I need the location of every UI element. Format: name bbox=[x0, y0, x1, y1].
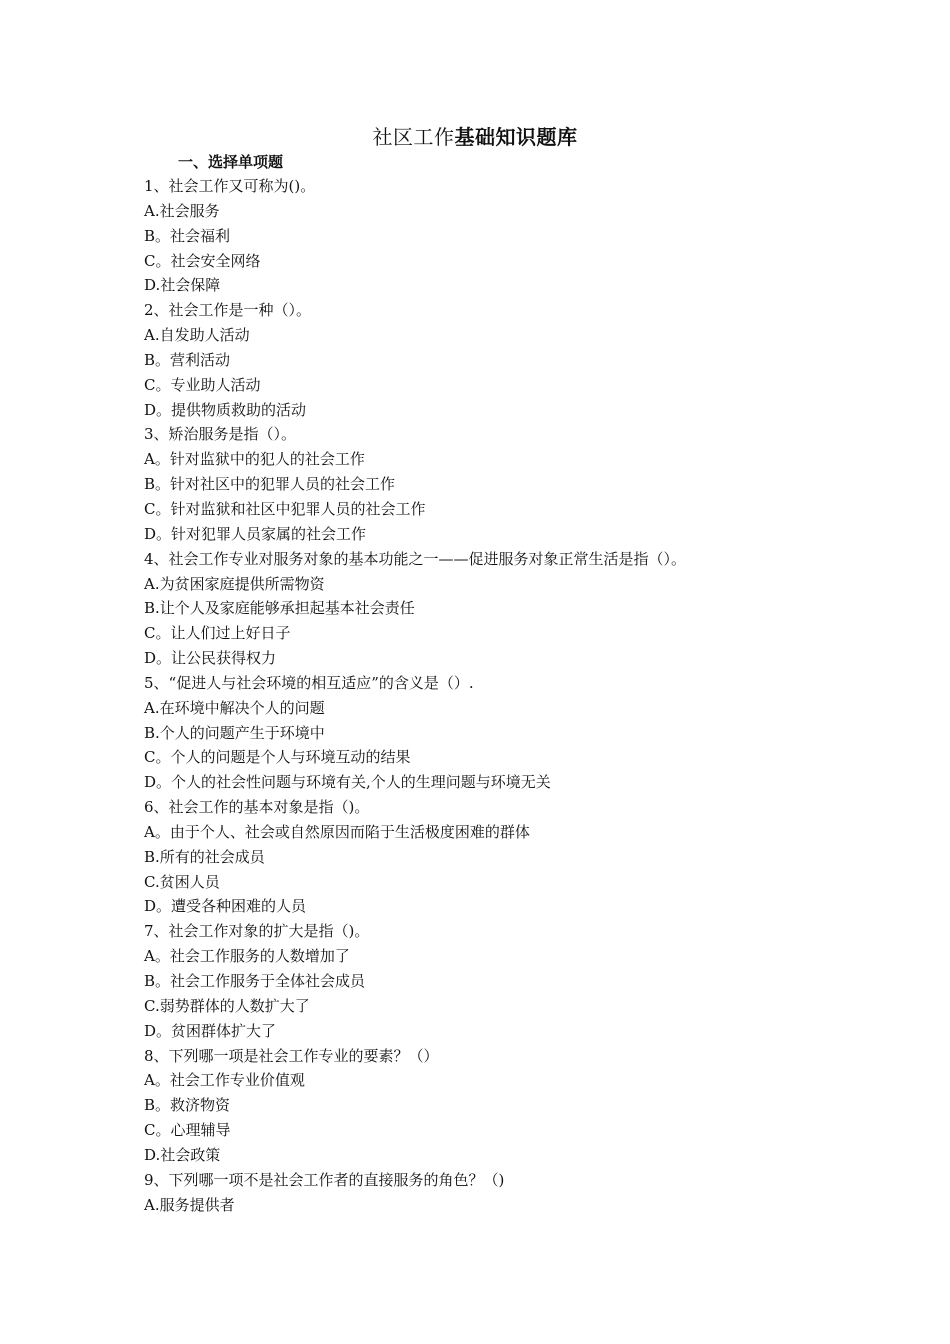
question-line: D。让公民获得权力 bbox=[144, 649, 277, 668]
question-line: 2、社会工作是一种（）。 bbox=[144, 301, 312, 320]
question-line: A。由于个人、社会或自然原因而陷于生活极度困难的群体 bbox=[144, 822, 530, 841]
question-line: B.个人的问题产生于环境中 bbox=[144, 723, 325, 742]
question-line: D。个人的社会性问题与环境有关,个人的生理问题与环境无关 bbox=[144, 773, 551, 792]
question-line: A.在环境中解决个人的问题 bbox=[144, 698, 325, 717]
question-line: C。社会安全网络 bbox=[144, 251, 261, 270]
question-line: A.社会服务 bbox=[144, 201, 220, 220]
question-line: A。针对监狱中的犯人的社会工作 bbox=[144, 450, 365, 469]
question-line: B.所有的社会成员 bbox=[144, 847, 265, 866]
question-line: B。社会工作服务于全体社会成员 bbox=[144, 972, 366, 990]
question-line: C。让人们过上好日子 bbox=[144, 624, 291, 643]
question-line: D。提供物质救助的活动 bbox=[144, 400, 307, 419]
question-line: 4、社会工作专业对服务对象的基本功能之一——促进服务对象正常生活是指（）。 bbox=[144, 549, 687, 568]
section-heading: 一、选择单项题 bbox=[178, 153, 284, 171]
question-line: C。心理辅导 bbox=[144, 1121, 231, 1140]
question-line: 8、下列哪一项是社会工作专业的要素？（） bbox=[144, 1046, 439, 1065]
question-line: 7、社会工作对象的扩大是指（)。 bbox=[144, 922, 370, 941]
question-line: B.让个人及家庭能够承担起基本社会责任 bbox=[144, 599, 415, 618]
question-line: C。专业助人活动 bbox=[144, 375, 261, 394]
question-line: A.自发助人活动 bbox=[144, 326, 250, 345]
question-line: A.为贫困家庭提供所需物资 bbox=[144, 574, 325, 593]
question-line: D。贫困群体扩大了 bbox=[144, 1021, 277, 1040]
question-line: 1、社会工作又可称为()。 bbox=[144, 177, 316, 195]
document-title-prefix: 社区工作 bbox=[372, 125, 455, 149]
document-title-bold: 基础知识题库 bbox=[454, 125, 578, 149]
question-line: 3、矫治服务是指（）。 bbox=[144, 425, 297, 444]
question-line: A。社会工作服务的人数增加了 bbox=[144, 947, 350, 966]
question-line: 6、社会工作的基本对象是指（)。 bbox=[144, 798, 370, 817]
question-line: B。社会福利 bbox=[144, 226, 231, 245]
question-line: A。社会工作专业价值观 bbox=[144, 1071, 305, 1090]
question-line: A.服务提供者 bbox=[144, 1195, 235, 1214]
question-line: C.贫困人员 bbox=[144, 872, 220, 891]
question-line: D。遭受各种困难的人员 bbox=[144, 897, 307, 916]
question-line: C。个人的问题是个人与环境互动的结果 bbox=[144, 748, 411, 767]
question-line: 5、“促进人与社会环境的相互适应”的含义是（）. bbox=[144, 673, 474, 692]
question-line: D。针对犯罪人员家属的社会工作 bbox=[144, 524, 367, 543]
question-line: B。救济物资 bbox=[144, 1096, 231, 1115]
question-line: D.社会保障 bbox=[144, 276, 221, 295]
question-list bbox=[144, 174, 924, 1217]
document-title bbox=[0, 122, 950, 152]
question-line: B。营利活动 bbox=[144, 350, 231, 369]
question-line: D.社会政策 bbox=[144, 1145, 221, 1164]
question-line: 9、下列哪一项不是社会工作者的直接服务的角色？（) bbox=[144, 1170, 505, 1189]
question-line: C。针对监狱和社区中犯罪人员的社会工作 bbox=[144, 499, 426, 518]
question-line: B。针对社区中的犯罪人员的社会工作 bbox=[144, 475, 396, 494]
question-line: C.弱势群体的人数扩大了 bbox=[144, 996, 310, 1015]
